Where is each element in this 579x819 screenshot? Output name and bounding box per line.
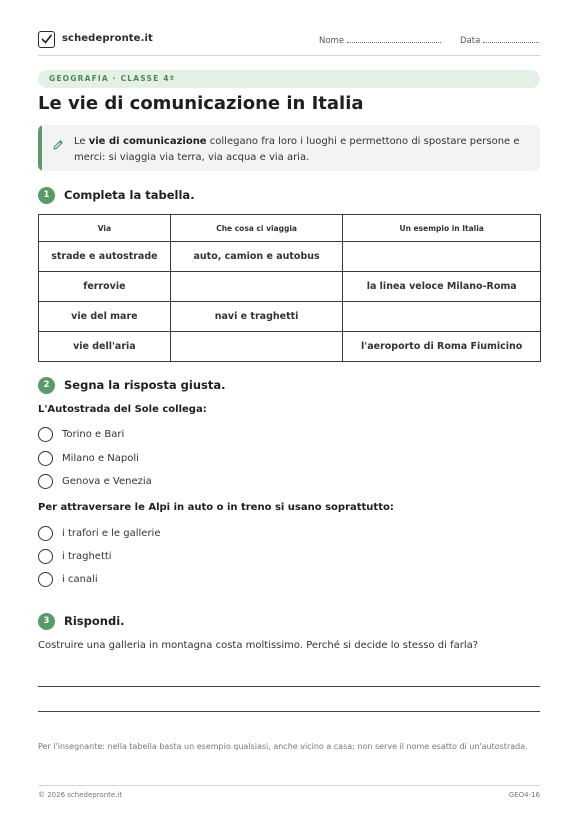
intro-text: Le vie di comunicazione collegano fra loro i luoghi e permettono di spostare persone e merci: si viaggia via terra, via acqua e via aria. — [74, 136, 520, 163]
table-cell: vie dell'aria — [39, 332, 171, 362]
intro-keyword: vie di comunicazione — [88, 136, 207, 147]
subject-tag-label: GEOGRAFIA · CLASSE 4ª — [49, 74, 176, 83]
table-cell: ferrovie — [39, 272, 171, 302]
table-row — [39, 242, 541, 272]
table-cell: navi e traghetti — [170, 302, 343, 332]
header-divider — [38, 55, 540, 56]
option-label: Genova e Venezia — [62, 476, 152, 487]
name-label: Nome — [319, 36, 345, 46]
radio-button[interactable] — [38, 526, 53, 541]
option-label: i traghetti — [62, 551, 112, 562]
table-cell-blank[interactable] — [170, 332, 343, 362]
intro-box — [38, 125, 540, 171]
column-header: Via — [39, 215, 171, 242]
copyright: © 2026 schedepronte.it — [38, 791, 123, 799]
radio-button[interactable] — [38, 474, 53, 489]
table-row — [39, 332, 541, 362]
column-header: Un esempio in Italia — [343, 215, 541, 242]
page-title: Le vie di comunicazione in Italia — [38, 93, 364, 114]
table-cell: l'aeroporto di Roma Fiumicino — [343, 332, 541, 362]
name-blank[interactable] — [347, 35, 441, 43]
table-cell: auto, camion e autobus — [170, 242, 343, 272]
option-label: i canali — [62, 574, 98, 585]
table-cell-blank[interactable] — [343, 302, 541, 332]
answer-line[interactable] — [38, 686, 540, 687]
table-cell: strade e autostrade — [39, 242, 171, 272]
option-label: Torino e Bari — [62, 429, 125, 440]
pencil-icon — [52, 136, 64, 155]
name-field[interactable] — [319, 35, 441, 46]
open-question: Costruire una galleria in montagna costa moltissimo. Perché si decide lo stesso di farla? — [38, 640, 479, 651]
date-field[interactable] — [460, 35, 539, 46]
option-label: Milano e Napoli — [62, 453, 139, 464]
section-number: 3 — [38, 613, 55, 630]
section-number: 2 — [38, 377, 55, 394]
table-header-row — [39, 215, 541, 242]
question-1: L'Autostrada del Sole collega: — [38, 404, 207, 415]
option-label: i trafori e le gallerie — [62, 528, 161, 539]
footer-divider — [38, 785, 540, 786]
page-header — [38, 31, 540, 51]
date-blank[interactable] — [483, 35, 539, 43]
fill-in-table — [38, 214, 541, 362]
table-row — [39, 272, 541, 302]
radio-button[interactable] — [38, 572, 53, 587]
check-square-icon — [38, 31, 55, 48]
section-number: 1 — [38, 187, 55, 204]
table-cell-blank[interactable] — [343, 242, 541, 272]
question-2: Per attraversare le Alpi in auto o in treno si usano soprattutto: — [38, 502, 394, 513]
worksheet-page — [38, 0, 540, 819]
brand-name: schedepronte.it — [62, 33, 153, 44]
radio-button[interactable] — [38, 549, 53, 564]
answer-line[interactable] — [38, 711, 540, 712]
section-title: Rispondi. — [64, 614, 125, 628]
teacher-note: Per l'insegnante: nella tabella basta un esempio qualsiasi, anche vicino a casa; non serve il nome esatto di un'autostrada. — [38, 742, 528, 751]
table-cell-blank[interactable] — [170, 272, 343, 302]
column-header: Che cosa ci viaggia — [170, 215, 343, 242]
radio-button[interactable] — [38, 427, 53, 442]
section-title: Segna la risposta giusta. — [64, 378, 226, 392]
table-cell: vie del mare — [39, 302, 171, 332]
worksheet-code: GEO4-16 — [508, 791, 540, 799]
subject-tag — [38, 70, 540, 88]
section-title: Completa la tabella. — [64, 188, 195, 202]
radio-button[interactable] — [38, 451, 53, 466]
date-label: Data — [460, 36, 481, 46]
table-row — [39, 302, 541, 332]
intro-accent-bar — [38, 125, 42, 171]
table-cell: la linea veloce Milano-Roma — [343, 272, 541, 302]
